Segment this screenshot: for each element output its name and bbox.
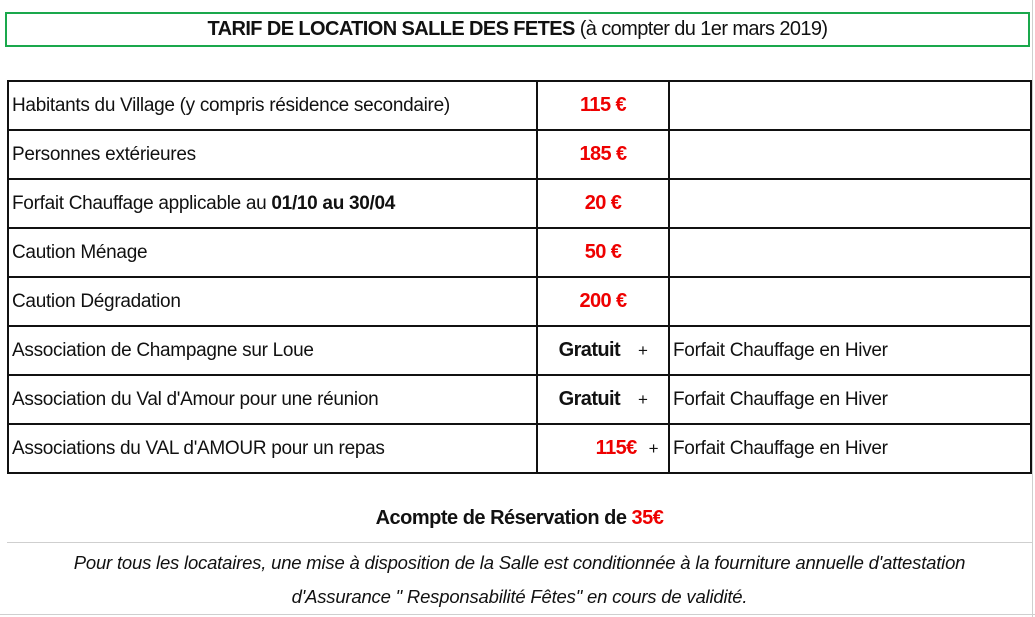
row-extra <box>669 228 1031 277</box>
note-line: d'Assurance " Responsabilité Fêtes" en cours de validité. <box>291 586 748 607</box>
row-price: 50 € <box>537 228 669 277</box>
row-extra <box>669 277 1031 326</box>
row-label: Personnes extérieures <box>8 130 537 179</box>
row-label: Caution Dégradation <box>8 277 537 326</box>
row-price <box>537 375 669 424</box>
note-line: Pour tous les locataires, une mise à disposition de la Salle est conditionnée à la fourniture annuelle d'attestation <box>73 552 966 573</box>
table-row <box>8 130 1031 179</box>
title-date: (à compter du 1er mars 2019) <box>574 18 828 40</box>
row-price: 115 € <box>537 81 669 130</box>
gridline <box>1032 0 1033 617</box>
table-row <box>8 375 1031 424</box>
price-value: Gratuit <box>558 339 621 361</box>
tariff-table <box>7 80 1032 474</box>
insurance-note <box>7 546 1032 614</box>
row-price: 200 € <box>537 277 669 326</box>
deposit-line <box>7 494 1032 543</box>
row-label: Association du Val d'Amour pour une réunion <box>8 375 537 424</box>
plus-sign: + <box>638 390 648 409</box>
row-label: Caution Ménage <box>8 228 537 277</box>
table-row <box>8 179 1031 228</box>
row-label: Association de Champagne sur Loue <box>8 326 537 375</box>
row-extra: Forfait Chauffage en Hiver <box>669 424 1031 473</box>
row-label: Habitants du Village (y compris résidence secondaire) <box>8 81 537 130</box>
row-price: 185 € <box>537 130 669 179</box>
gridline <box>0 614 1035 615</box>
table-row <box>8 228 1031 277</box>
table-row <box>8 326 1031 375</box>
row-extra: Forfait Chauffage en Hiver <box>669 326 1031 375</box>
row-label <box>8 179 537 228</box>
table-row <box>8 424 1031 473</box>
page-title <box>5 12 1030 47</box>
row-label: Associations du VAL d'AMOUR pour un repas <box>8 424 537 473</box>
row-price <box>537 424 669 473</box>
price-value: 115€ <box>595 437 637 459</box>
row-price <box>537 326 669 375</box>
label-dates: 01/10 au 30/04 <box>271 192 396 214</box>
title-main: TARIF DE LOCATION SALLE DES FETES <box>207 18 575 40</box>
price-value: Gratuit <box>558 388 621 410</box>
table-row <box>8 81 1031 130</box>
plus-sign: + <box>648 439 658 458</box>
row-extra <box>669 179 1031 228</box>
row-extra <box>669 81 1031 130</box>
table-row <box>8 277 1031 326</box>
deposit-label: Acompte de Réservation de <box>375 507 632 529</box>
row-price: 20 € <box>537 179 669 228</box>
label-text: Forfait Chauffage applicable au <box>12 192 272 214</box>
plus-sign: + <box>638 341 648 360</box>
row-extra: Forfait Chauffage en Hiver <box>669 375 1031 424</box>
deposit-amount: 35€ <box>631 507 664 529</box>
row-extra <box>669 130 1031 179</box>
